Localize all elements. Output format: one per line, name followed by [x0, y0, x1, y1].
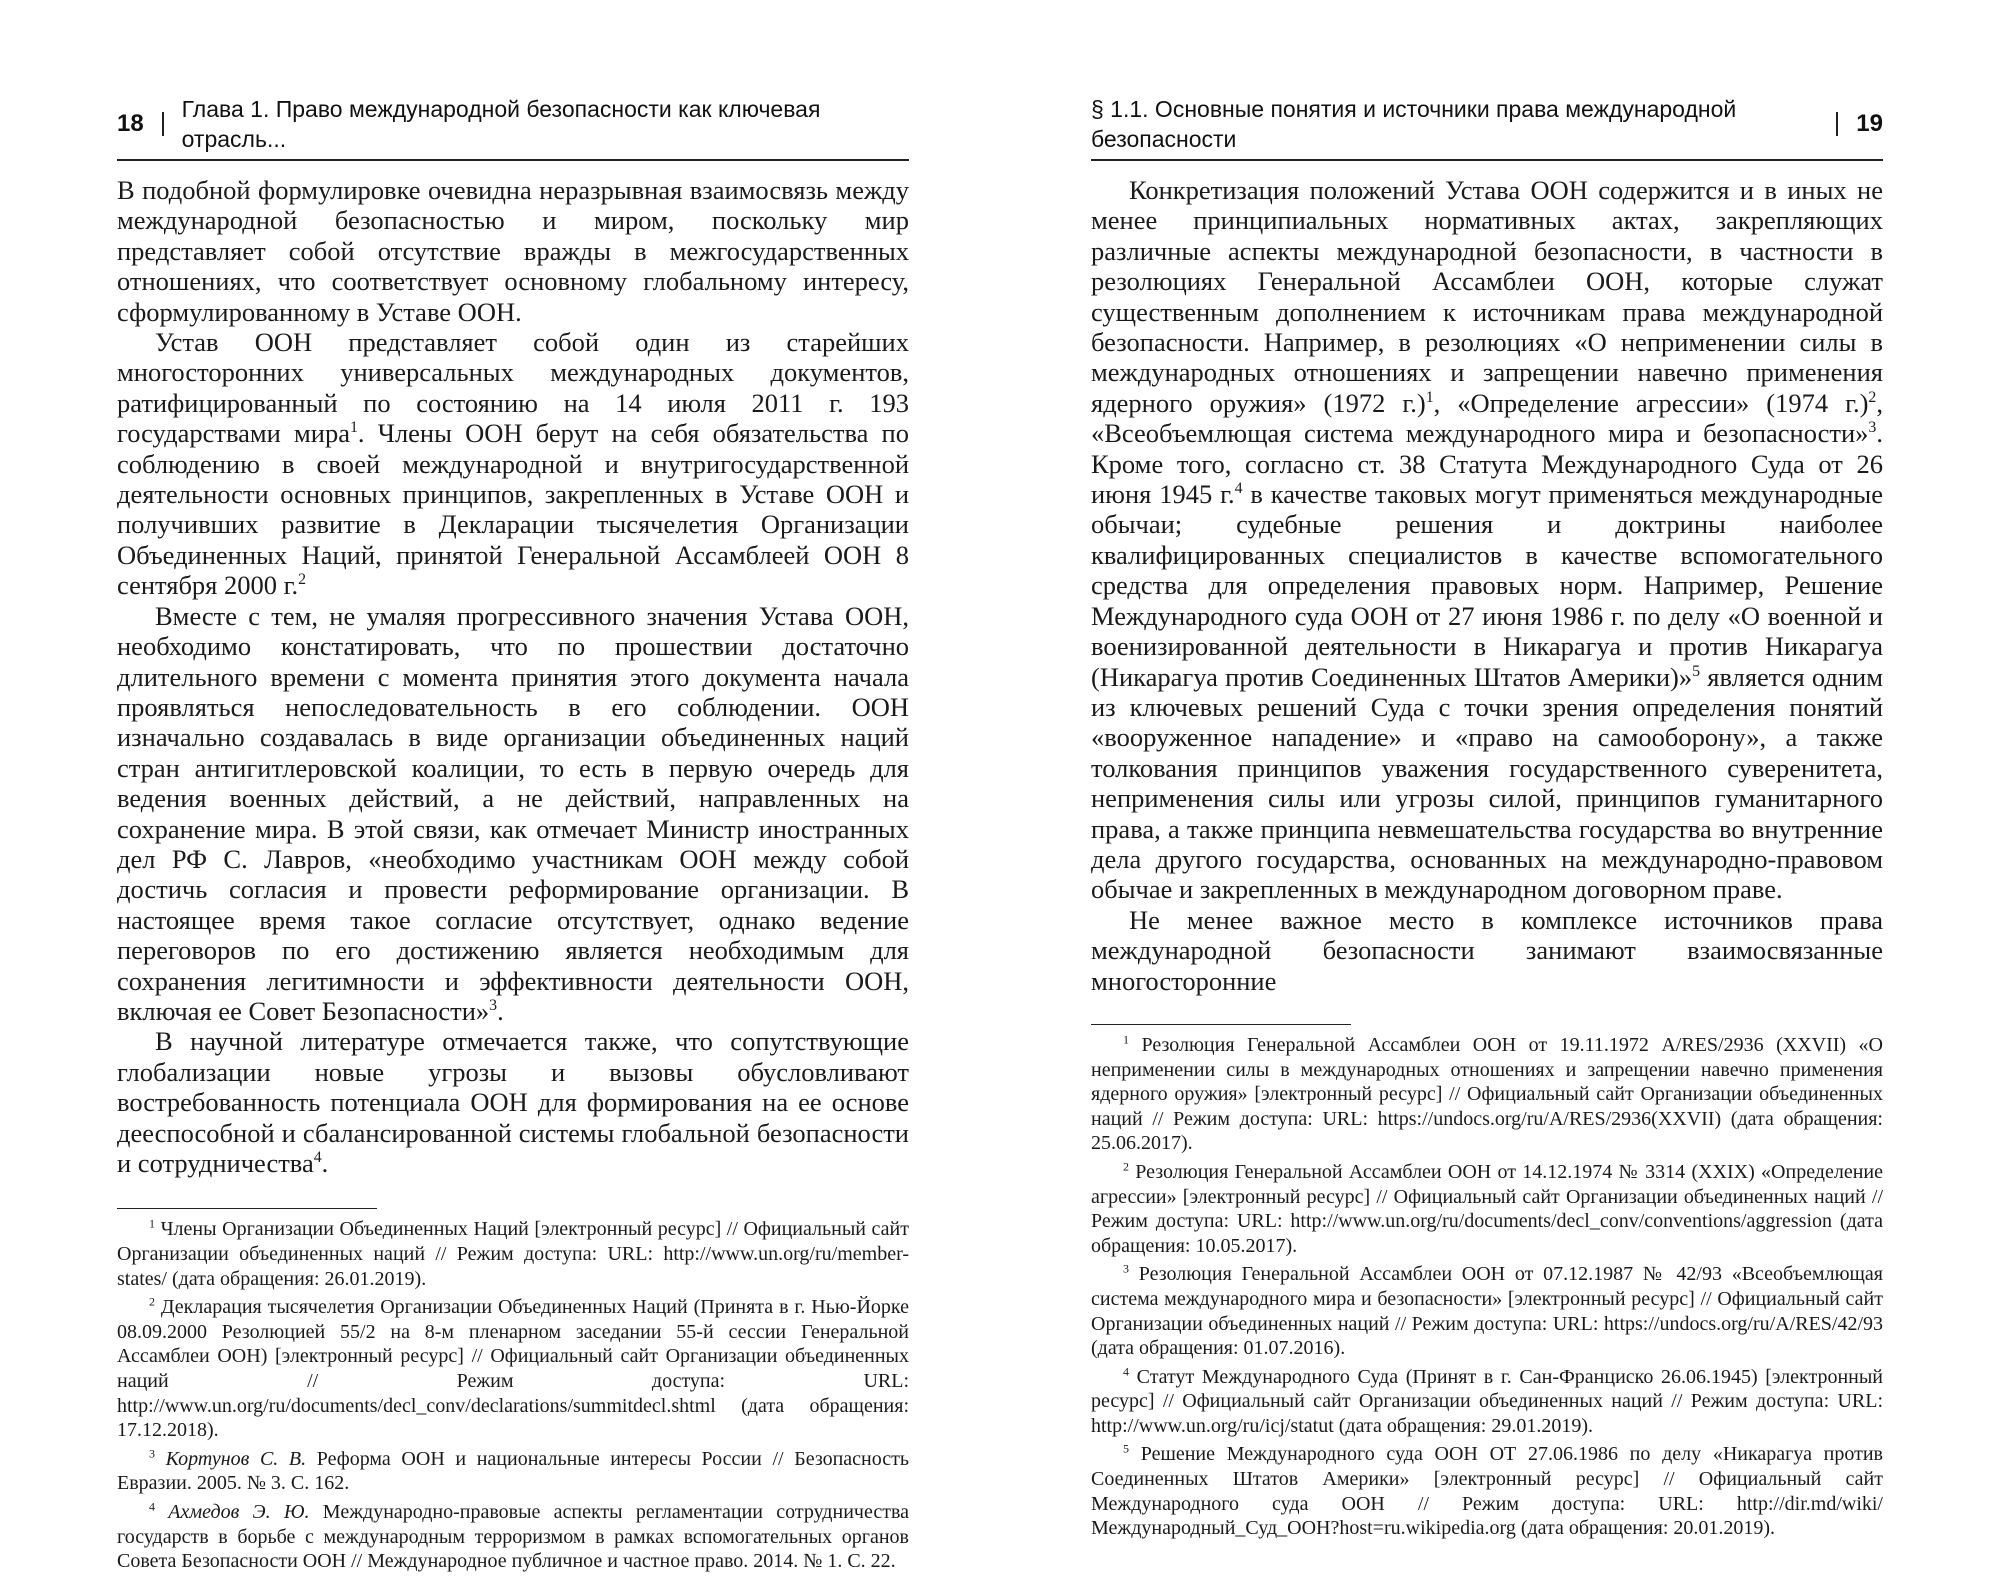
footnote [1091, 1442, 1883, 1540]
footnote-ref: 3 [489, 997, 498, 1015]
body-text-left [117, 175, 909, 1178]
footnote-ref: 2 [298, 571, 307, 589]
page-number-right: 19 [1856, 110, 1883, 137]
footnote [1091, 1262, 1883, 1360]
footnote-ref: 4 [1234, 480, 1243, 498]
footnote-ref: 5 [1692, 662, 1701, 680]
footnote [1091, 1033, 1883, 1156]
text-run: Члены Организации Объединенных Наций [электронный ресурс] // Официальный сайт Организации объединенных наций // Режим доступа: URL: http://www.un.org/ru/member-states/ (дата обращения: 26.01.2019). [117, 1218, 909, 1290]
footnotes-right [1091, 1033, 1883, 1541]
footnote-ref: 1 [1123, 1032, 1129, 1047]
footnote-ref: 3 [1868, 419, 1877, 437]
right-page [1091, 94, 1883, 1545]
text-run: Статут Международного Суда (Принят в г. Сан-Франциско 26.06.1945) [электронный ресурс] // Официальный сайт Организации объединенных наций // Режим доступа: URL: http://www.un.org/ru/icj/statut (дата обращения: 29.01.2019). [1091, 1365, 1883, 1437]
text-run: Резолюция Генеральной Ассамблеи ООН от 14.12.1974 № 3314 (XXIX) «Определение агрессии» [электронный ресурс] // Официальный сайт Организации объединенных наций // Режим доступа: URL: http://www.un.org/ru/documents/decl_conv/conventions/aggression (дата обращения: 10.05.2017). [1091, 1160, 1883, 1257]
footnote [117, 1447, 909, 1496]
footnote-ref: 2 [1868, 389, 1877, 407]
text-run: . [321, 1148, 329, 1178]
text-run: Вместе с тем, не умаляя прогрессивного значения Устава ООН, необходимо констатировать, что по прошествии достаточно длительного времени с момента принятия этого документа начала проявляться непоследовательность в его соблюдении. ООН изначально создавалась в виде организации объединенных наций стран антигитлеровской коалиции, то есть в первую очередь для ведения военных действий, а не действий, направленных на сохранение мира. В этой связи, как отмечает Министр иностранных дел РФ С. Лавров, «необходимо участникам ООН между собой достичь согласия и провести реформирование организации. В настоящее время такое согласие отсутствует, однако ведение переговоров по его достижению является необходимым для сохранения легитимности и эффективности деятельности ООН, включая ее Совет Безопасности» [117, 600, 909, 1026]
footnote [117, 1500, 909, 1574]
footnote-ref: 1 [1425, 389, 1434, 407]
running-head-left [117, 94, 909, 161]
paragraph [1091, 905, 1883, 996]
running-title-right: § 1.1. Основные понятия и источники права международной безопасности [1091, 96, 1737, 152]
footnote-rule-right [1091, 1024, 1351, 1025]
text-run: , «Определение агрессии» (1974 г.) [1433, 387, 1869, 418]
text-run: . [497, 995, 504, 1026]
running-head-right [1091, 94, 1883, 161]
footnote [1091, 1365, 1883, 1439]
paragraph [117, 1026, 909, 1178]
text-run: Устав ООН представляет собой один из старейших многосторонних универсальных международных документов, ратифицированный по состоянию на 14 июля 2011 г. 193 государствами мира [117, 327, 909, 449]
text-run: Международно-правовые аспекты регламентации сотрудничества государств в борьбе с международным терроризмом в рамках вспомогательных органов Совета Безопасности ООН // Международное публичное и частное право. 2014. № 1. С. 22. [117, 1500, 910, 1573]
footnote-ref: 4 [149, 1499, 155, 1514]
text-run: Реформа ООН и национальные интересы России // Безопасность Евразии. 2005. № 3. С. 162. [117, 1447, 909, 1495]
running-title-left: Глава 1. Право международной безопасности как ключевая отрасль... [181, 96, 821, 152]
text-run: В научной литературе отмечается также, что сопутствующие глобализации новые угрозы и вызовы обусловливают востребованность потенциала ООН для формирования на ее основе дееспособной и сбалансированной системы глобальной безопасности и сотрудничества [117, 1026, 909, 1178]
text-run: . Кроме того, согласно ст. 38 Статута Международного Суда от 26 июня 1945 г. [1091, 418, 1883, 510]
footnote-ref: 1 [349, 419, 358, 437]
text-run: Резолюция Генеральной Ассамблеи ООН от 19.11.1972 A/RES/2936 (XXVII) «О неприменении силы в международных отношениях и запрещении навечно применения ядерного оружия» [электронный ресурс] // Официальный сайт Организации объединенных наций // Режим доступа: URL: https://undocs.org/ru/A/RES/2936(XXVII) (дата обращения: 25.06.2017). [1091, 1033, 1883, 1155]
text-run: Не менее важное место в комплексе источников права международной безопасности занимают взаимосвязанные многосторонние [1091, 904, 1883, 996]
text-run: В подобной формулировке очевидна неразрывная взаимосвязь между международной безопасностью и миром, поскольку мир представляет собой отсутствие вражды в межгосударственных отношениях, что соответствует основному глобальному интересу, сформулированному в Уставе ООН. [117, 175, 909, 327]
footnotes-left [117, 1217, 909, 1573]
paragraph [117, 327, 909, 601]
footnote-ref: 5 [1123, 1441, 1129, 1456]
text-run: . Члены ООН берут на себя обязательства по соблюдению в своей международной и внутригосударственной деятельности основных принципов, закрепленных в Уставе ООН и получивших развитие в Декларации тысячелетия Организации Объединенных Наций, принятой Генеральной Ассамблеей ООН 8 сентября 2000 г. [117, 418, 909, 601]
footnote-ref: 1 [149, 1216, 155, 1231]
footnote [117, 1295, 909, 1443]
left-page [117, 94, 909, 1578]
footnote-ref: 2 [1123, 1159, 1129, 1174]
paragraph [117, 601, 909, 1027]
footnote-ref: 2 [149, 1294, 155, 1309]
text-run: Конкретизация положений Устава ООН содержится и в иных не менее принципиальных нормативных актах, закрепляющих различные аспекты международной безопасности, в частности в резолюциях Генеральной Ассамблеи ООН, которые служат существенным дополнением к источникам права международной безопасности. Например, в резолюциях «О неприменении силы в международных отношениях и запрещении навечно применения ядерного оружия» (1972 г.) [1091, 175, 1883, 418]
header-separator [162, 112, 164, 136]
header-separator [1836, 112, 1838, 136]
footnote [117, 1217, 909, 1291]
paragraph [117, 175, 909, 327]
text-run: в качестве таковых могут применяться международные обычаи; судебные решения и доктрины наиболее квалифицированных специалистов в качестве вспомогательного средства для определения правовых норм. Например, Решение Международного суда ООН от 27 июня 1986 г. по делу «О военной и военизированной деятельности в Никарагуа и против Никарагуа (Никарагуа против Соединенных Штатов Америки)» [1091, 479, 1883, 692]
page-number-left: 18 [117, 110, 144, 137]
author-name: Ахмедов Э. Ю. [155, 1500, 310, 1523]
text-run: , «Всеобъемлющая система международного мира и безопасности» [1091, 387, 1883, 449]
body-text-right [1091, 175, 1883, 996]
footnote-ref: 4 [1123, 1364, 1129, 1379]
footnote [1091, 1160, 1883, 1258]
text-run: Резолюция Генеральной Ассамблеи ООН от 07.12.1987 № 42/93 «Всеобъемлющая система международного мира и безопасности» [электронный ресурс] // Официальный сайт Организации объединенных наций // Режим доступа: URL: https://undocs.org/ru/A/RES/42/93 (дата обращения: 01.07.2016). [1091, 1263, 1883, 1360]
footnote-ref: 3 [1123, 1261, 1129, 1276]
footnote-rule-left [117, 1208, 377, 1209]
paragraph [1091, 175, 1883, 905]
text-run: Декларация тысячелетия Организации Объединенных Наций (Принята в г. Нью-Йорке 08.09.2000 Резолюцией 55/2 на 8-м пленарном заседании 55-й сессии Генеральной Ассамблеи ООН) [электронный ресурс] // Официальный сайт Организации объединенных наций // Режим доступа: URL: http://www.un.org/ru/documents/decl_conv/declarations/summitdecl.shtml (дата обращения: 17.12.2018). [117, 1296, 909, 1442]
footnote-ref: 4 [313, 1149, 322, 1167]
text-run: является одним из ключевых решений Суда с точки зрения определения понятий «вооруженное нападение» и «право на самооборону», а также толкования принципов уважения государственного суверенитета, неприменения силы или угрозы силой, принципов гуманитарного права, а также принципа невмешательства государства во внутренние дела другого государства, основанных на международно-правовом обычае и закрепленных в международном договорном праве. [1091, 661, 1883, 905]
author-name: Кортунов С. В. [155, 1447, 307, 1470]
text-run: Решение Международного суда ООН ОТ 27.06.1986 по делу «Никарагуа против Соединенных Штатов Америки» [электронный ресурс] // Официальный сайт Международного суда ООН // Режим доступа: URL: http://dir.md/wiki/Международный_Суд_ООН?host=ru.wikipedia.org (дата обращения: 20.01.2019). [1091, 1443, 1883, 1540]
footnote-ref: 3 [149, 1446, 155, 1461]
